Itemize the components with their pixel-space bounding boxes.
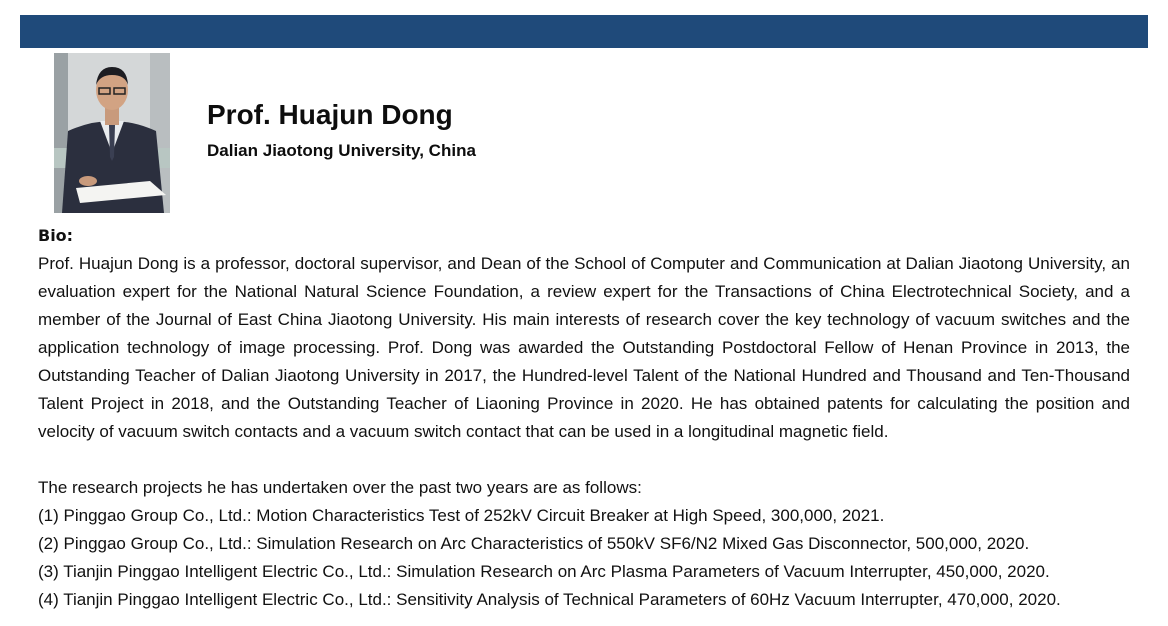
speaker-affiliation: Dalian Jiaotong University, China <box>207 141 476 160</box>
bio-heading: Bio: <box>38 226 74 245</box>
project-item: (4) Tianjin Pinggao Intelligent Electric Co., Ltd.: Sensitivity Analysis of Technical Parameters of 60Hz Vacuum Interrupter, 470,000, 2020. <box>38 590 1061 609</box>
project-item: (3) Tianjin Pinggao Intelligent Electric Co., Ltd.: Simulation Research on Arc Plasma Parameters of Vacuum Interrupter, 450,000, 2020. <box>38 562 1050 581</box>
project-item: (1) Pinggao Group Co., Ltd.: Motion Characteristics Test of 252kV Circuit Breaker at High Speed, 300,000, 2021. <box>38 506 885 525</box>
speaker-name: Prof. Huajun Dong <box>207 99 453 130</box>
project-item: (2) Pinggao Group Co., Ltd.: Simulation Research on Arc Characteristics of 550kV SF6/N2 Mixed Gas Disconnector, 500,000, 2020. <box>38 534 1030 553</box>
projects-section <box>38 474 1148 614</box>
bio-paragraph: Prof. Huajun Dong is a professor, doctoral supervisor, and Dean of the School of Computer and Communication at Dalian Jiaotong University, an evaluation expert for the National Natural Science Foundation, a review expert for the Transactions of China Electrotechnical Society, and a member of the Journal of East China Jiaotong University. His main interests of research cover the key technology of vacuum switches and the application technology of image processing. Prof. Dong was awarded the Outstanding Postdoctoral Fellow of Henan Province in 2013, the Outstanding Teacher of Dalian Jiaotong University in 2017, the Hundred-level Talent of the National Hundred and Thousand and Ten-Thousand Talent Project in 2018, and the Outstanding Teacher of Liaoning Province in 2020. He has obtained patents for calculating the position and velocity of vacuum switch contacts and a vacuum switch contact that can be used in a longitudinal magnetic field. <box>38 254 1130 441</box>
header-bar <box>20 15 1148 48</box>
projects-intro: The research projects he has undertaken over the past two years are as follows: <box>38 478 642 497</box>
profile-photo <box>54 53 170 213</box>
